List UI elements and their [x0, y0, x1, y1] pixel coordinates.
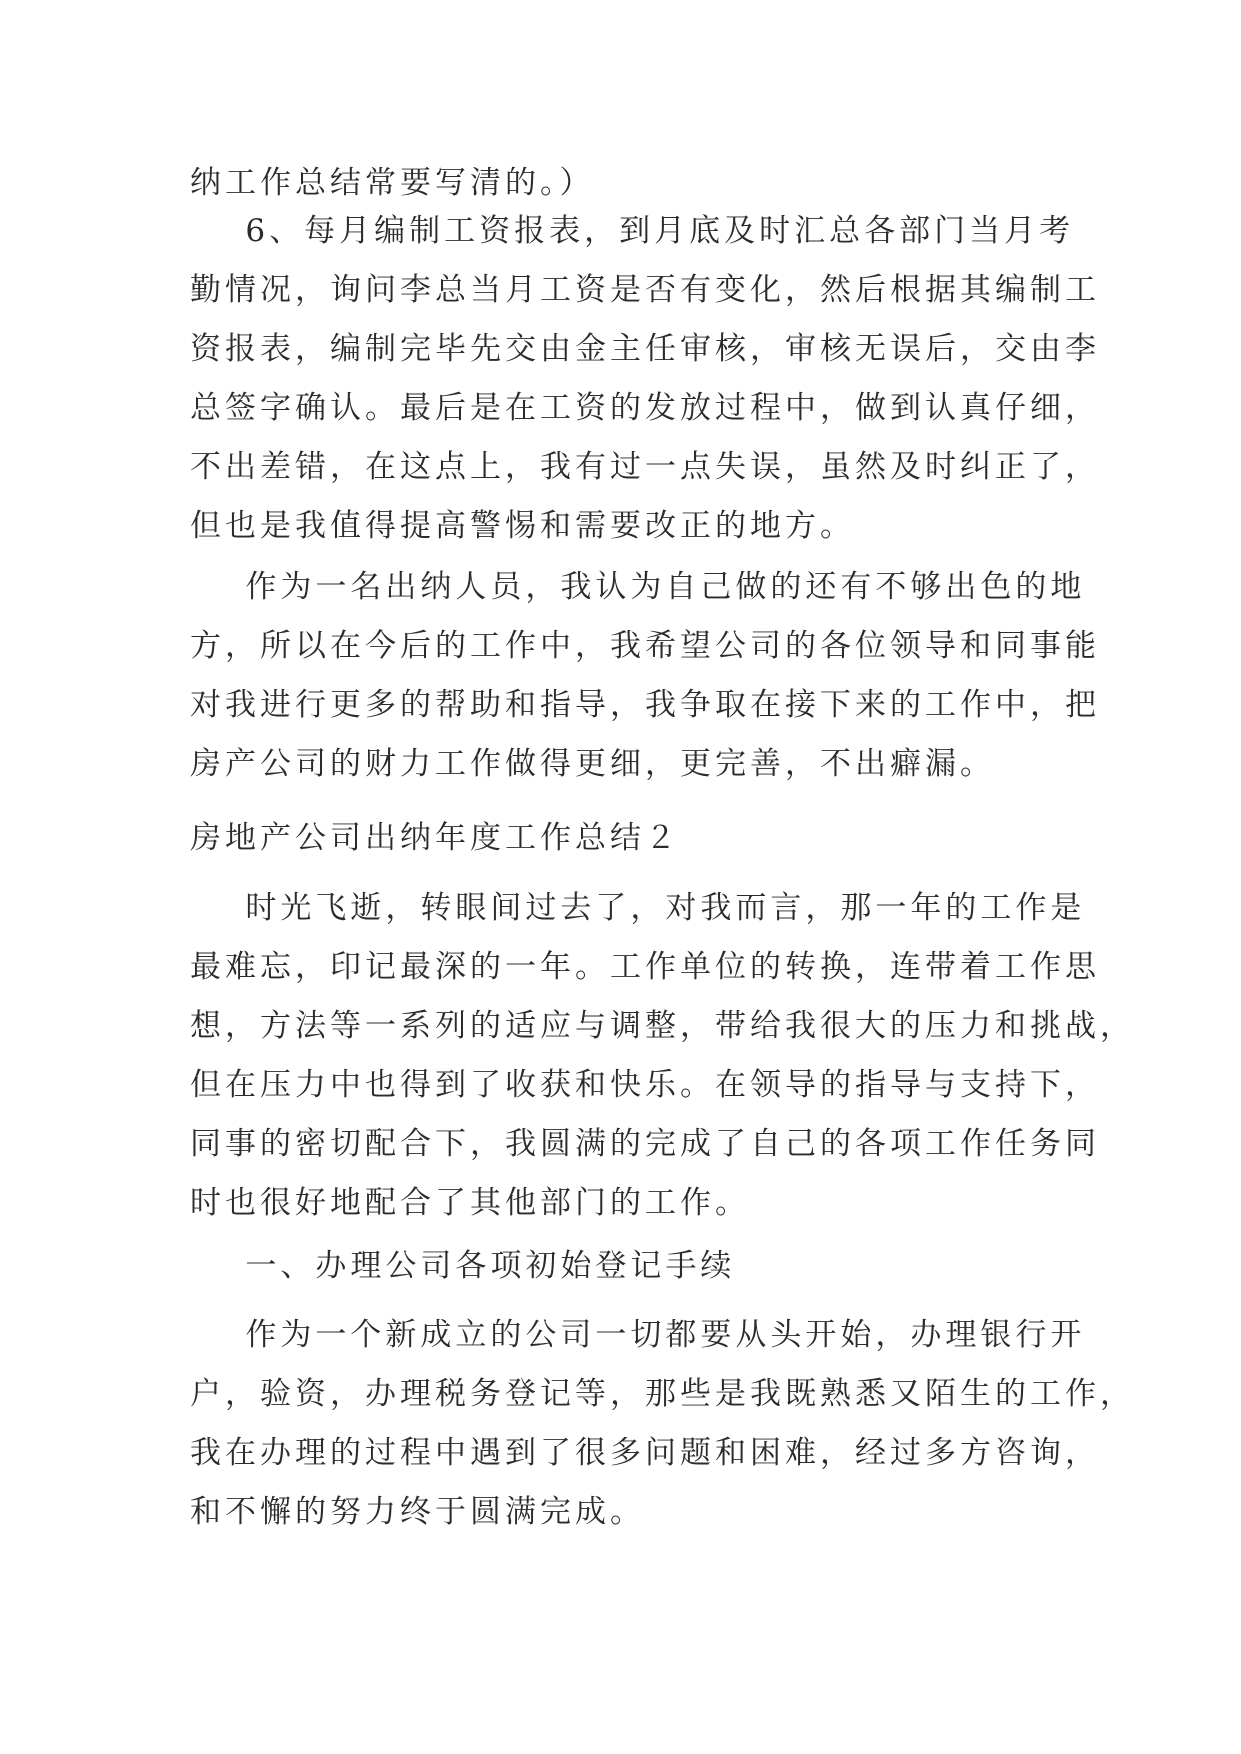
text-line: 总签字确认。最后是在工资的发放过程中，做到认真仔细， — [190, 390, 1100, 426]
text-line: 但也是我值得提高警惕和需要改正的地方。 — [190, 508, 855, 544]
paragraph-year-review — [190, 879, 1135, 1233]
subsection-heading — [190, 1237, 1060, 1296]
text-line: 方，所以在今后的工作中，我希望公司的各位领导和同事能 — [190, 628, 1100, 664]
heading-text: 房地产公司出纳年度工作总结２ — [190, 820, 680, 856]
text-line: 户，验资，办理税务登记等，那些是我既熟悉又陌生的工作， — [190, 1376, 1135, 1412]
text-line: 勤情况，询问李总当月工资是否有变化，然后根据其编制工 — [190, 272, 1100, 308]
heading-text: 一、办理公司各项初始登记手续 — [190, 1248, 736, 1284]
text-line: 作为一名出纳人员，我认为自己做的还有不够出色的地 — [190, 569, 1086, 605]
text-line: 作为一个新成立的公司一切都要从头开始，办理银行开 — [190, 1317, 1086, 1353]
text-line: 不出差错，在这点上，我有过一点失误，虽然及时纠正了， — [190, 449, 1100, 485]
text-line: 我在办理的过程中遇到了很多问题和困难，经过多方咨询， — [190, 1435, 1100, 1471]
text-line: 时光飞逝，转眼间过去了，对我而言，那一年的工作是 — [190, 890, 1086, 926]
text-line: 但在压力中也得到了收获和快乐。在领导的指导与支持下， — [190, 1067, 1100, 1103]
text-line: 纳工作总结常要写清的。） — [190, 165, 595, 201]
section-title — [190, 809, 1060, 868]
text-line: 对我进行更多的帮助和指导，我争取在接下来的工作中，把 — [190, 687, 1100, 723]
paragraph-payroll — [190, 202, 1100, 556]
text-line: 和不懈的努力终于圆满完成。 — [190, 1494, 645, 1530]
text-line: 时也很好地配合了其他部门的工作。 — [190, 1185, 750, 1221]
paragraph-registration — [190, 1306, 1135, 1542]
text-line: 想，方法等一系列的适应与调整，带给我很大的压力和挑战， — [190, 1008, 1135, 1044]
text-line: 房产公司的财力工作做得更细，更完善，不出癖漏。 — [190, 746, 995, 782]
text-line: 最难忘，印记最深的一年。工作单位的转换，连带着工作思 — [190, 949, 1100, 985]
text-line: 资报表，编制完毕先交由金主任审核，审核无误后，交由李 — [190, 331, 1100, 367]
text-line: 6、每月编制工资报表，到月底及时汇总各部门当月考 — [190, 213, 1075, 249]
paragraph-self-assessment — [190, 558, 1100, 794]
text-line: 同事的密切配合下，我圆满的完成了自己的各项工作任务同 — [190, 1126, 1100, 1162]
